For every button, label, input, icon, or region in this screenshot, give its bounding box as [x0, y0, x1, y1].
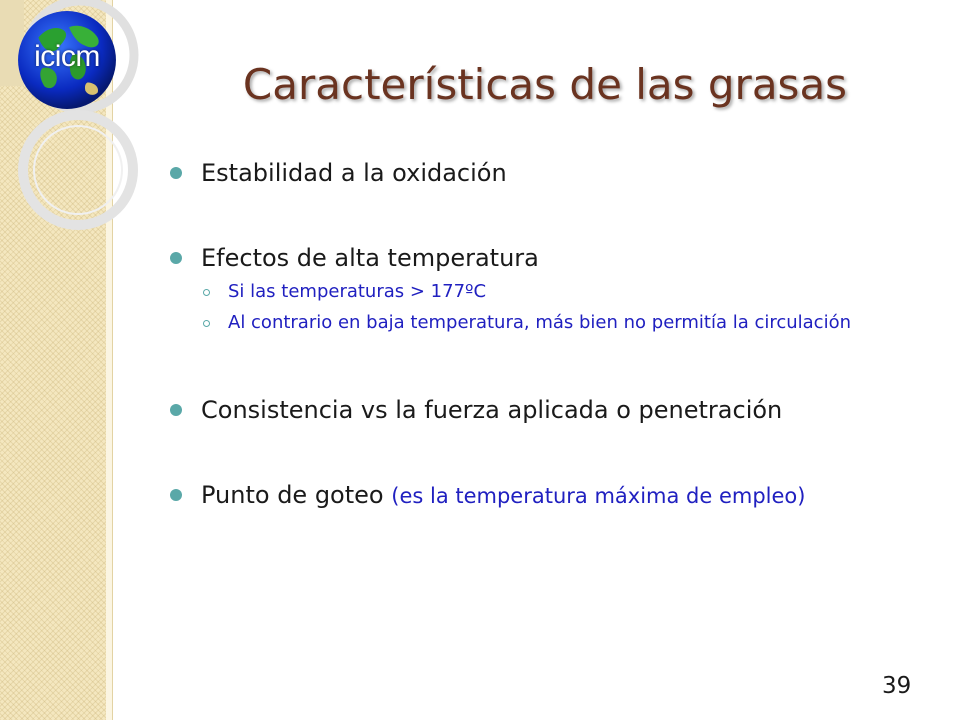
slide-content	[170, 158, 930, 511]
bullet-dot-icon	[170, 489, 182, 501]
sub-bullet-text: Al contrario en baja temperatura, más bien no permitía la circulación	[228, 312, 852, 333]
bullet-item	[170, 243, 930, 273]
page-number: 39	[882, 673, 912, 699]
bullet-dot-icon	[170, 167, 182, 179]
bullet-dot-icon	[170, 404, 182, 416]
slide-title: Características de las grasas	[242, 60, 848, 109]
sub-bullet-item	[170, 280, 930, 304]
bullet-text: Estabilidad a la oxidación	[201, 159, 507, 187]
bullet-text: Efectos de alta temperatura	[201, 244, 539, 272]
bullet-item	[170, 395, 930, 425]
bullet-text: Consistencia vs la fuerza aplicada o penetración	[201, 396, 783, 424]
sub-bullet-item	[170, 311, 930, 335]
bullet-item	[170, 480, 930, 511]
bullet-item	[170, 158, 930, 188]
bullet-text: Punto de goteo	[201, 481, 384, 509]
sub-bullet-text: Si las temperaturas > 177ºC	[228, 281, 487, 302]
bullet-note: (es la temperatura máxima de empleo)	[391, 484, 806, 508]
sub-bullet-ring-icon	[203, 320, 210, 327]
bullet-dot-icon	[170, 252, 182, 264]
sub-bullet-ring-icon	[203, 289, 210, 296]
logo-text: icicm	[34, 40, 100, 73]
